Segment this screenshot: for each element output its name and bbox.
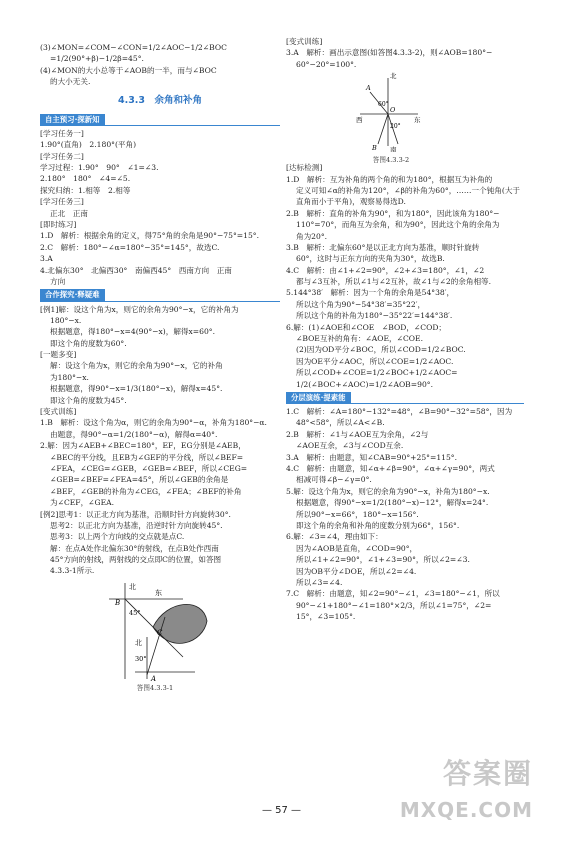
fig2-a60: 60°	[378, 101, 389, 109]
text-line: 正北 正南	[50, 208, 88, 218]
text-line: 4.C 解析：由题意，知∠α+∠β=90°，∠α+∠γ=90°，两式	[286, 464, 495, 474]
task1-lines	[40, 139, 280, 150]
text-line: 所以这个角为90°−54°38′=35°22′，	[296, 299, 426, 309]
text-line: 所以∠COD+∠COE=1/2∠BOC+1/2∠AOC=	[296, 368, 458, 378]
text-line: 学习过程：1.90° 90° ∠1=∠3.	[40, 163, 159, 173]
text-line: 2.B 解析：∠1与∠AOE互为余角，∠2与	[286, 429, 429, 439]
text-line: 探究归纳：1.相等 2.相等	[40, 185, 131, 195]
task2-lines	[40, 162, 280, 196]
text-line: =1/2(90°+β)−1/2β=45°.	[50, 54, 144, 64]
text-line: 1.90°(直角) 2.180°(平角)	[40, 140, 137, 150]
text-line: 即这个角的度数为60°.	[50, 338, 127, 348]
text-line: 60°−20°=100°.	[296, 59, 357, 69]
fig2-north: 北	[390, 72, 397, 81]
text-line: 角为20°.	[296, 231, 328, 241]
fig1-B: B	[115, 598, 121, 607]
task2-heading: [学习任务二]	[40, 151, 84, 161]
check-heading: [达标检测]	[286, 163, 323, 173]
text-line: 3.A 解析：画出示意图(如答图4.3.3-2)，则∠AOB=180°−	[286, 48, 493, 58]
text-line: 2.180° 180° ∠4=∠5.	[40, 174, 131, 184]
text-line: 即这个角的余角和补角的度数分别为66°，156°.	[296, 521, 460, 530]
text-line: 45°方向的射线，两射线的交点即C的位置，如答图	[50, 555, 222, 565]
fig2-O: O	[390, 106, 396, 115]
variant-heading: [变式训练]	[40, 407, 77, 417]
text-line: 180°−x.	[50, 315, 82, 325]
page-number: — 57 —	[261, 805, 302, 816]
text-line: 思考3：以上两个方向线的交点就是点C.	[50, 532, 185, 542]
section-bar-practice: 分层演练·提素能	[286, 392, 351, 403]
watermark-line2: MXQE.COM	[399, 798, 533, 822]
section-bar-preview: 自主预习·探新知	[40, 114, 105, 125]
text-line: 直角而小于平角)，观察易得选D.	[296, 197, 406, 207]
fig1-north2: 北	[135, 638, 142, 647]
text-line: 由题意，得90°−α=1/2(180°−α)，解得α=40°.	[50, 429, 218, 439]
text-line: 3.A 解析：由题意，知∠CAB=90°+25°=115°.	[286, 452, 458, 462]
text-line: (3)∠MON=∠COM−∠CON=1/2∠AOC−1/2∠BOC	[40, 43, 227, 52]
text-line: 1.D 解析：互为补角的两个角的和为180°，根据互为补角的	[286, 174, 493, 184]
section-bar-explore: 合作探究·释疑难	[40, 289, 105, 300]
text-line: 6.解：(1)∠AOE和∠COE ∠BOD，∠COD；	[286, 322, 447, 332]
fig2-B: B	[372, 144, 377, 153]
figure-4-3-3-2	[356, 70, 426, 162]
text-line: 所以这个角的补角为180°−35°22′=144°38′.	[296, 311, 453, 321]
fig1-east: 东	[155, 588, 162, 597]
fig2-south: 南	[390, 146, 397, 153]
text-line: [例2]思考1：以正北方向为基准，沿顺时针方向旋转30°.	[40, 509, 231, 519]
text-line: 15°，∠3=105°.	[296, 612, 356, 622]
text-line: 1.C 解析：∠A=180°−132°=48°，∠B=90°−32°=58°，因为	[286, 407, 513, 417]
text-line: 定义可知∠α的补角为120°，∠β的补角为60°，……一个钝角(大于	[296, 185, 521, 195]
fig1-C: C	[157, 628, 163, 637]
text-line: 2.B 解析：直角的补角为90°，和为180°，因此该角为180°−	[286, 208, 500, 218]
task3-heading: [学习任务三]	[40, 197, 84, 207]
text-line: 方向	[50, 277, 66, 286]
fig1-north1: 北	[129, 582, 136, 591]
example2-lines	[40, 509, 280, 577]
instant-lines	[40, 230, 280, 287]
text-line: 所以∠3=∠4.	[296, 577, 343, 587]
text-line: (2)因为OD平分∠BOC，所以∠COD=1/2∠BOC.	[296, 345, 466, 355]
text-line: 4.北偏东30° 北偏西30° 南偏西45° 西南方向 正南	[40, 265, 232, 275]
figure-4-3-3-1	[95, 577, 215, 693]
bar-rule	[286, 403, 524, 404]
text-line: 90°−∠1+180°−∠1=180°×2/3，所以∠1=75°，∠2=	[296, 600, 492, 610]
check-lines	[286, 174, 524, 390]
text-line: 1.B 解析：设这个角为α，则它的余角为90°−α，补角为180°−α.	[40, 418, 267, 428]
text-line: 解：设这个角为x，则它的余角为90°−x，它的补角	[50, 361, 223, 371]
figure-4-3-3-2-svg	[356, 70, 426, 152]
text-line: 3.B 解析：北偏东60°是以正北方向为基准，顺时针旋转	[286, 242, 480, 252]
bar-rule	[40, 125, 280, 126]
instant-heading: [即时练习]	[40, 220, 77, 230]
fig1-a45: 45°	[129, 608, 141, 617]
text-line: ∠BEF，∠GEB的补角为∠CEG，∠FEA；∠BEF的补角	[50, 486, 242, 496]
text-line: 4.3.3-1所示.	[50, 566, 95, 576]
text-line: ∠GEB=∠BEF=∠FEA=45°，所以∠GEB的余角是	[50, 475, 229, 485]
watermark-logo	[400, 753, 533, 825]
text-line: 思考2：以正北方向为基准，沿逆时针方向旋转45°.	[50, 520, 223, 530]
text-line: 的大小无关.	[50, 77, 91, 87]
text-line: 110°=70°，而角互为余角，和为90°，因此这个角的余角为	[296, 220, 500, 230]
fig2-a20: 20°	[390, 123, 401, 131]
figure-4-3-3-2-caption: 答图4.3.3-2	[372, 155, 410, 164]
text-line: 为180°−x.	[50, 372, 89, 382]
text-line: [例1]解：设这个角为x，则它的余角为90°−x，它的补角为	[40, 304, 239, 314]
text-line: 因为OE平分∠AOC，所以∠COE=1/2∠AOC.	[296, 356, 454, 366]
text-line: 所以90°−x=66°，180°−x=156°.	[296, 509, 419, 519]
practice-lines	[286, 406, 524, 622]
figure-4-3-3-1-svg	[95, 577, 215, 681]
fig2-west: 西	[356, 116, 363, 125]
fig1-a30: 30°	[135, 654, 147, 663]
fig2-east: 东	[414, 116, 421, 125]
text-line: (4)∠MON的大小总等于∠AOB的一半，而与∠BOC	[40, 65, 217, 75]
fig2-A: A	[366, 84, 371, 93]
text-line: 即这个角的度数为45°.	[50, 395, 127, 405]
text-line: 5.144°38′ 解析：因为一个角的余角是54°38′，	[286, 288, 455, 298]
text-line: 根据题意，得90°−x=1/3(180°−x)，解得x=45°.	[50, 384, 223, 394]
figure-4-3-3-1-caption: 答图4.3.3-1	[136, 684, 174, 693]
text-line: 1/2(∠BOC+∠AOC)=1/2∠AOB=90°.	[296, 379, 433, 389]
task3-lines	[40, 208, 280, 219]
right-column	[286, 36, 524, 623]
text-line: 48°<58°，所以∠A<∠B.	[296, 418, 385, 428]
variant-lines	[40, 417, 280, 508]
text-line: ∠BOE互补的角有：∠AOE，∠COE.	[296, 334, 423, 344]
text-line: 解：在点A处作北偏东30°的射线，在点B处作西南	[50, 543, 219, 553]
text-line: 因为∠AOB是直角，∠COD=90°，	[296, 543, 418, 553]
prev-solution-block	[40, 42, 280, 88]
text-line: 6.解：∠3=∠4，理由如下：	[286, 532, 383, 542]
text-line: 因为OB平分∠DOE，所以∠2=∠4.	[296, 566, 417, 576]
section-title: 4.3.3 余角和补角	[117, 94, 203, 106]
left-column	[40, 42, 280, 693]
text-line: ∠AOE互余，∠3与∠COD互余.	[296, 441, 404, 451]
text-line: 都与∠3互补，所以∠1与∠2互补，故∠1与∠2的余角相等.	[296, 277, 492, 287]
text-line: 4.C 解析：由∠1+∠2=90°，∠2+∠3=180°，∠1，∠2	[286, 265, 485, 275]
variant-right-lines	[286, 47, 524, 70]
text-line: 为∠CEF，∠GEA.	[50, 498, 115, 508]
fig1-A: A	[151, 674, 157, 681]
text-line: ∠FEA，∠CEG=∠GEB，∠GEB=∠BEF，所以∠CEG=	[50, 463, 248, 473]
text-line: 相减可得∠β−∠γ=0°.	[296, 475, 372, 485]
example1-lines	[40, 304, 280, 350]
text-line: 3.A	[40, 254, 53, 264]
text-line: 7.C 解析：由题意，知∠2=90°−∠1，∠3=180°−∠1，所以	[286, 589, 500, 599]
text-line: ∠BEC的平分线，且EB为∠GEF的平分线，所以∠BEF=	[50, 452, 244, 462]
text-line: 1.D 解析：根据余角的定义，得75°角的余角是90°−75°=15°.	[40, 231, 259, 241]
variant-heading-right: [变式训练]	[286, 37, 323, 46]
text-line: 5.解：设这个角为x，则它的余角为90°−x，补角为180°−x.	[286, 486, 490, 496]
watermark-line1: 答案圈	[442, 757, 533, 790]
text-line: 2.解：因为∠AEB+∠BEC=180°，EF，EG分别是∠AEB，	[40, 441, 246, 451]
bar-rule	[40, 301, 280, 302]
task1-heading: [学习任务一]	[40, 128, 84, 138]
text-line: 根据题意，得180°−x=4(90°−x)，解得x=60°.	[50, 327, 216, 337]
one-question-heading: [一题多变]	[40, 350, 77, 360]
text-line: 60°，这时与正东方向的夹角为30°，故选B.	[296, 254, 445, 264]
text-line: 根据题意，得90°−x=1/2(180°−x)−12°，解得x=24°.	[296, 498, 489, 508]
one-question-lines	[40, 360, 280, 406]
text-line: 2.C 解析：180°−∠α=180°−35°=145°，故选C.	[40, 242, 220, 252]
text-line: 所以∠1+∠2=90°，∠1+∠3=90°，所以∠2=∠3.	[296, 555, 470, 565]
